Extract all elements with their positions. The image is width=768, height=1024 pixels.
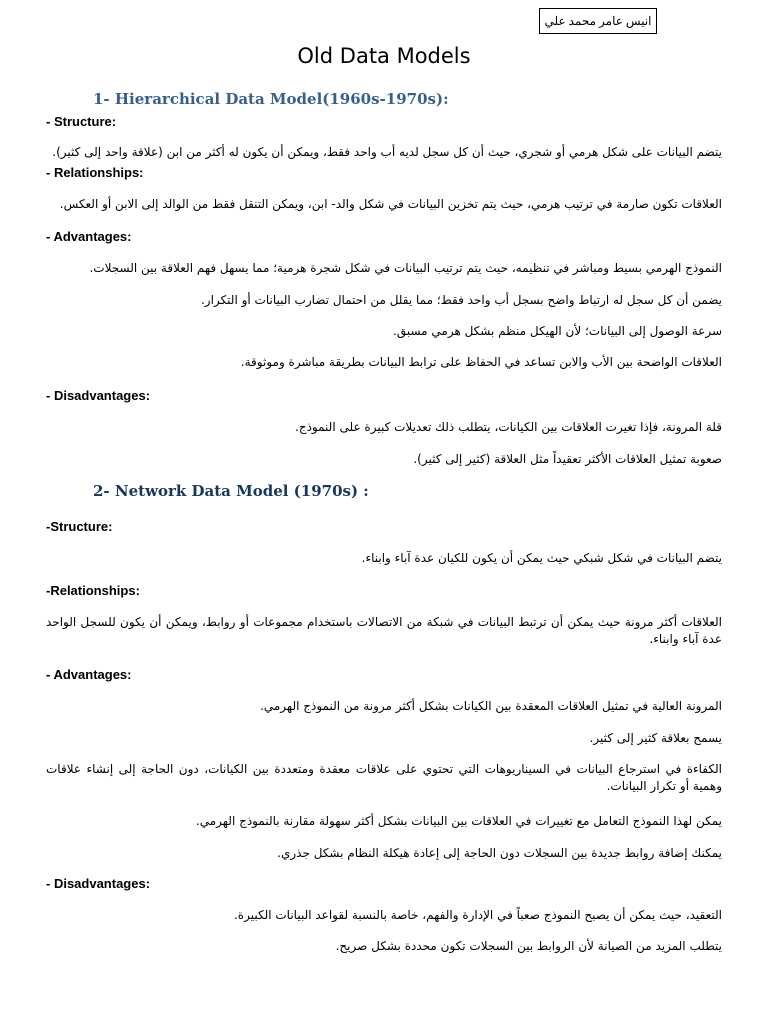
relationships-label: -Relationships: (46, 583, 140, 598)
disadvantage-item: قلة المرونة، فإذا تغيرت العلاقات بين الكيانات، يتطلب ذلك تعديلات كبيرة على النموذج. (295, 420, 722, 434)
advantage-item: العلاقات الواضحة بين الأب والابن تساعد في الحفاظ على ترابط البيانات بطريقة مباشرة وموثوقة. (240, 355, 722, 369)
advantage-item: يسمح بعلاقة كثير إلى كثير. (589, 731, 722, 745)
structure-label: - Structure: (46, 114, 117, 129)
advantage-item: المرونة العالية في تمثيل العلاقات المعقدة بين الكيانات بشكل أكثر مرونة من النموذج الهرمي. (260, 699, 722, 713)
advantages-label: - Advantages: (46, 229, 132, 244)
advantage-item: يمكنك إضافة روابط جديدة بين السجلات دون الحاجة إلى إعادة هيكلة النظام بشكل جذري. (277, 846, 722, 860)
disadvantages-label: - Disadvantages: (46, 388, 151, 403)
page-title: Old Data Models (297, 44, 471, 68)
structure-text: يتضم البيانات في شكل شبكي حيث يمكن أن يكون للكيان عدة آباء وابناء. (361, 551, 722, 565)
author-name-box (539, 8, 657, 34)
advantage-item: يمكن لهذا النموذج التعامل مع تغييرات في العلاقات بين البيانات بشكل أكثر سهولة مقارنة بالنموذج الهرمي. (195, 814, 722, 828)
advantages-label: - Advantages: (46, 667, 132, 682)
disadvantage-item: التعقيد، حيث يمكن أن يصبح النموذج صعباً في الإدارة والفهم، خاصة بالنسبة لقواعد البيانات الكبيرة. (233, 908, 722, 922)
disadvantage-item: صعوبة تمثيل العلاقات الأكثر تعقيداً مثل العلاقة (كثير إلى كثير). (413, 452, 722, 466)
section-heading-hierarchical: 1- Hierarchical Data Model(1960s-1970s): (93, 90, 449, 108)
section-heading-network: 2- Network Data Model (1970s) : (93, 482, 369, 500)
advantage-item: سرعة الوصول إلى البيانات؛ لأن الهيكل منظم بشكل هرمي مسبق. (393, 324, 722, 338)
advantage-item: يضمن أن كل سجل له ارتباط واضح بسجل أب واحد فقط؛ مما يقلل من احتمال تضارب البيانات أو التكرار. (200, 293, 722, 307)
relationships-label: - Relationships: (46, 165, 144, 180)
disadvantages-label: - Disadvantages: (46, 876, 151, 891)
relationships-text: العلاقات أكثر مرونة حيث يمكن أن ترتبط البيانات في شبكة من الاتصالات باستخدام مجموعات أو روابط، ويمكن أن يكون للسجل الواحد عدة آباء وابناء. (46, 615, 722, 646)
advantage-item: الكفاءة في استرجاع البيانات في السيناريوهات التي تحتوي على علاقات معقدة ومتعددة بين الكيانات، دون الحاجة إلى إنشاء علاقات وهمية أو تكرار البيانات. (46, 762, 722, 793)
disadvantage-item: يتطلب المزيد من الصيانة لأن الروابط بين السجلات تكون محددة بشكل صريح. (335, 939, 722, 953)
relationships-text: العلاقات تكون صارمة في ترتيب هرمي، حيث يتم تخزين البيانات في شكل والد- ابن، ويمكن التنقل فقط من الوالد إلى الابن أو العكس. (59, 197, 722, 211)
author-name: انيس عامر محمد علي (544, 13, 652, 28)
advantage-item: النموذج الهرمي بسيط ومباشر في تنظيمه، حيث يتم ترتيب البيانات في شكل شجرة هرمية؛ مما يسهل فهم العلاقة بين السجلات. (89, 261, 722, 275)
structure-label: -Structure: (46, 519, 113, 534)
structure-text: يتضم البيانات على شكل هرمي أو شجري، حيث أن كل سجل لديه أب واحد فقط، ويمكن أن يكون له أكثر من ابن (علاقة واحد إلى كثير). (52, 145, 722, 159)
